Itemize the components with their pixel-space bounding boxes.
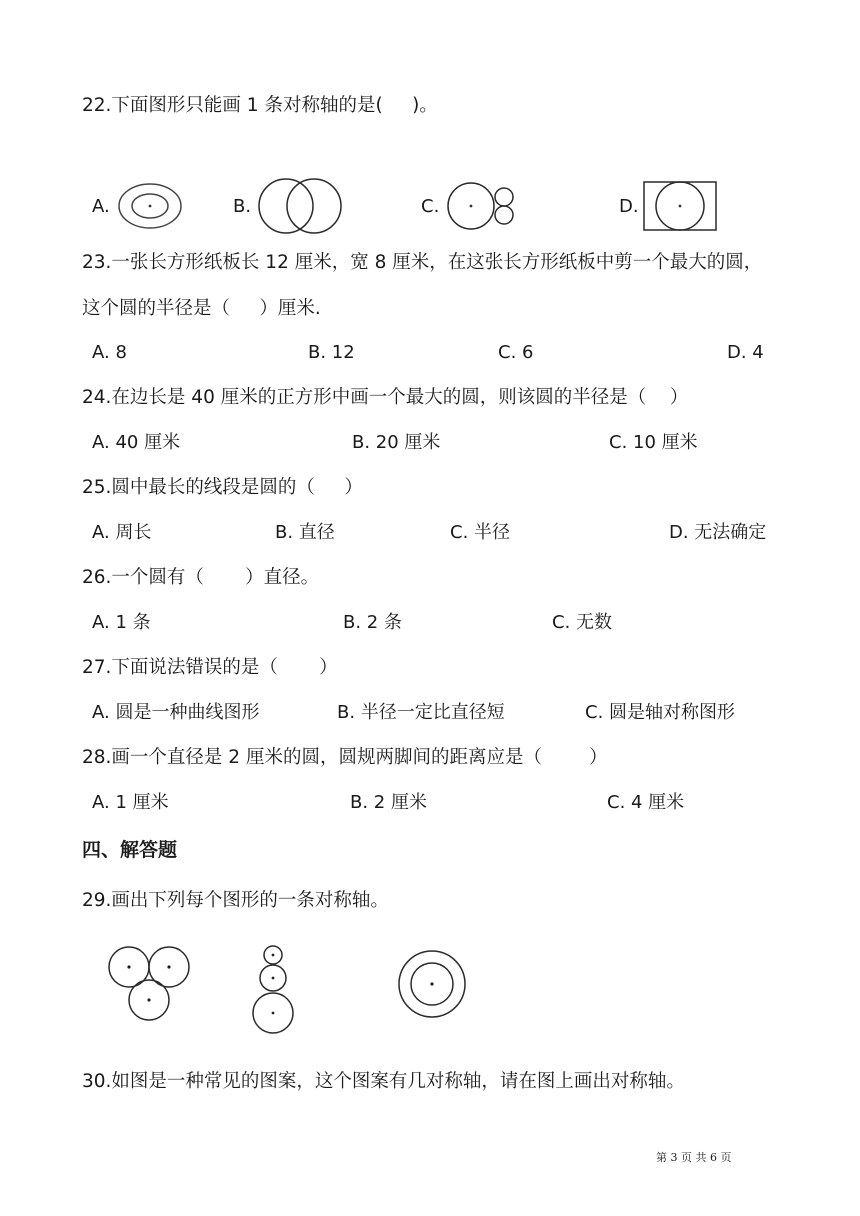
question-22 bbox=[82, 95, 438, 117]
question-number: 26. bbox=[82, 567, 112, 588]
option-d[interactable]: D. 4 bbox=[727, 342, 764, 363]
question-number: 27. bbox=[82, 657, 112, 678]
option-a[interactable]: A. 1 厘米 bbox=[92, 792, 169, 813]
question-text: 画出下列每个图形的一条对称轴。 bbox=[111, 890, 389, 911]
option-c[interactable]: C. 半径 bbox=[450, 522, 511, 543]
question-27 bbox=[82, 657, 338, 679]
figure-a-concentric-ovals bbox=[116, 180, 184, 232]
option-a[interactable]: A. 1 条 bbox=[92, 612, 151, 633]
figure-concentric-circles bbox=[396, 948, 468, 1020]
option-c[interactable]: C. 10 厘米 bbox=[609, 432, 698, 453]
question-26 bbox=[82, 567, 319, 589]
question-number: 25. bbox=[82, 477, 112, 498]
question-number: 22. bbox=[82, 95, 112, 116]
question-29 bbox=[82, 890, 389, 912]
question-28 bbox=[82, 747, 608, 769]
question-23 bbox=[82, 252, 762, 274]
question-text: 一张长方形纸板长 12 厘米，宽 8 厘米，在这张长方形纸板中剪一个最大的圆， bbox=[111, 252, 763, 273]
question-number: 28. bbox=[82, 747, 112, 768]
question-number: 30. bbox=[82, 1071, 112, 1092]
option-b[interactable]: B. 2 厘米 bbox=[350, 792, 427, 813]
option-a[interactable]: A. 40 厘米 bbox=[92, 432, 181, 453]
question-text: 下面说法错误的是（ ） bbox=[111, 657, 338, 678]
option-c[interactable]: C. 圆是轴对称图形 bbox=[585, 702, 736, 723]
question-text: 画一个直径是 2 厘米的圆，圆规两脚间的距离应是（ ） bbox=[111, 747, 608, 768]
question-30 bbox=[82, 1071, 685, 1093]
section-title: 四、解答题 bbox=[82, 839, 178, 861]
option-c[interactable]: C. 4 厘米 bbox=[607, 792, 685, 813]
figure-stacked-circles bbox=[249, 942, 299, 1038]
page-footer: 第 3 页 共 6 页 bbox=[656, 1151, 732, 1164]
option-c[interactable]: C. bbox=[421, 196, 440, 217]
option-a[interactable]: A. 周长 bbox=[92, 522, 152, 543]
question-text: 在边长是 40 厘米的正方形中画一个最大的圆，则该圆的半径是（ ） bbox=[111, 387, 689, 408]
question-text: 一个圆有（ ）直径。 bbox=[111, 567, 320, 588]
option-c[interactable]: C. 无数 bbox=[552, 612, 613, 633]
question-number: 24. bbox=[82, 387, 112, 408]
question-25 bbox=[82, 477, 363, 499]
option-b[interactable]: B. 20 厘米 bbox=[352, 432, 441, 453]
option-b[interactable]: B. 半径一定比直径短 bbox=[337, 702, 505, 723]
figure-three-circles bbox=[104, 942, 194, 1026]
question-number: 23. bbox=[82, 252, 112, 273]
option-b[interactable]: B. 2 条 bbox=[343, 612, 402, 633]
question-number: 29. bbox=[82, 890, 112, 911]
option-a[interactable]: A. bbox=[92, 196, 110, 217]
figure-d-circle-in-rectangle bbox=[642, 180, 718, 232]
option-a[interactable]: A. 8 bbox=[92, 342, 127, 363]
option-a[interactable]: A. 圆是一种曲线图形 bbox=[92, 702, 260, 723]
option-b[interactable]: B. 12 bbox=[308, 342, 355, 363]
question-24 bbox=[82, 387, 688, 409]
figure-c-circle-with-two-small bbox=[444, 180, 518, 232]
option-b[interactable]: B. 直径 bbox=[275, 522, 335, 543]
figure-b-overlapping-circles bbox=[256, 178, 346, 234]
question-23-line2: 这个圆的半径是（ ）厘米. bbox=[82, 298, 321, 319]
option-b[interactable]: B. bbox=[233, 196, 252, 217]
option-d[interactable]: D. 无法确定 bbox=[669, 522, 767, 543]
question-text: 圆中最长的线段是圆的（ ） bbox=[111, 477, 363, 498]
question-text: 如图是一种常见的图案，这个图案有几对称轴，请在图上画出对称轴。 bbox=[111, 1071, 685, 1092]
question-text: 下面图形只能画 1 条对称轴的是( )。 bbox=[111, 95, 438, 116]
option-c[interactable]: C. 6 bbox=[498, 342, 534, 363]
option-d[interactable]: D. bbox=[619, 196, 639, 217]
